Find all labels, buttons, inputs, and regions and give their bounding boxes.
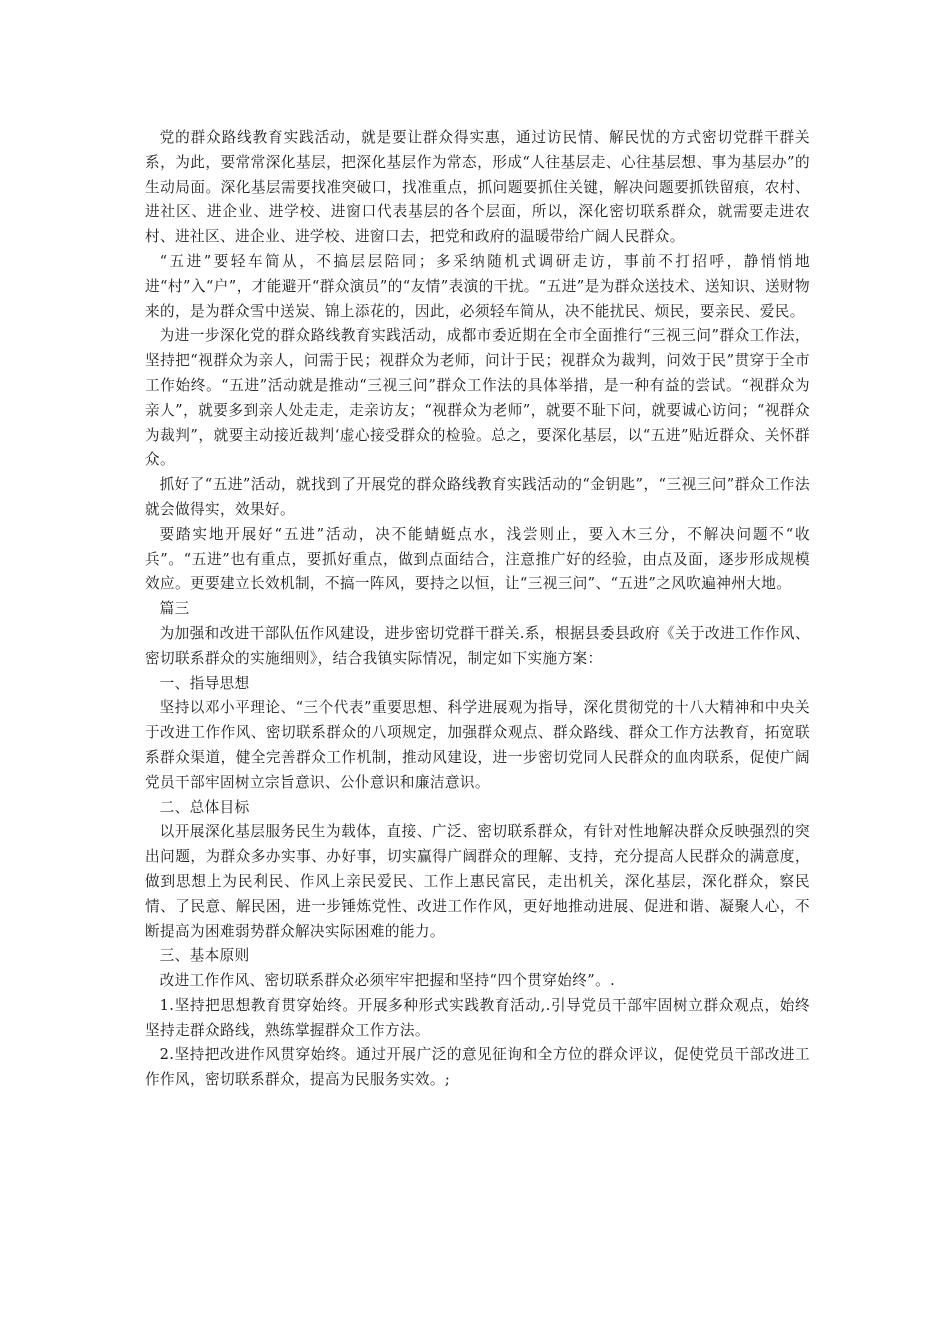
document-page — [145, 126, 810, 1093]
paragraph: 要踏实地开展好“五进”活动，决不能蜻蜓点水，浅尝则止，要入木三分，不解决问题不“收兵”。“五进”也有重点，要抓好重点，做到点面结合，注意推广好的经验，由点及面，逐步形成规模效应。更要建立长效机制，不搞一阵风，要持之以恒，让“三视三问”、“五进”之风吹遍神州大地。 — [145, 525, 810, 593]
paragraph: 为进一步深化党的群众路线教育实践活动，成都市委近期在全市全面推行“三视三问”群众工作法，坚持把“视群众为亲人，问需于民；视群众为老师，问计于民；视群众为裁判，问效于民”贯穿于全市工作始终。“五进”活动就是推动“三视三问”群众工作法的具体举措，是一种有益的尝试。“视群众为亲人”，就要多到亲人处走走，走亲访友；“视群众为老师”，就要不耻下问，就要诚心访问；“视群众为裁判”，就要主动接近裁判‘虚心接受群众的检验。总之，要深化基层，以“五进”贴近群众、关怀群众。 — [145, 327, 810, 469]
section-heading: 一、指导思想 — [159, 674, 250, 692]
paragraph: 以开展深化基层服务民生为载体，直接、广泛、密切联系群众，有针对性地解决群众反映强烈的突出问题，为群众多办实事、办好事，切实赢得广阔群众的理解、支持，充分提高人民群众的满意度，做到思想上为民利民、作风上亲民爱民、工作上惠民富民，走出机关，深化基层，深化群众，察民情、了民意、解民困，进一步锤炼党性、改进工作作风，更好地推动进展、促进和谐、凝聚人心，不断提高为困难弱势群众解决实际困难的能力。 — [145, 823, 810, 940]
paragraph: 改进工作作风、密切联系群众必须牢牢把握和坚持“四个贯穿始终”。. — [159, 972, 616, 990]
list-item: 1.坚持把思想教育贯穿始终。开展多种形式实践教育活动,.引导党员干部牢固树立群众观点，始终坚持走群众路线，熟练掌握群众工作方法。 — [145, 996, 810, 1039]
paragraph: 抓好了“五进”活动，就找到了开展党的群众路线教育实践活动的“金钥匙”，“三视三问”群众工作法就会做得实，效果好。 — [145, 476, 810, 518]
section-heading: 三、基本原则 — [159, 947, 250, 965]
paragraph: 为加强和改进干部队伍作风建设，进步密切党群干群关.系，根据县委县政府《关于改进工作作风、密切联系群众的实施细则》，结合我镇实际情况，制定如下实施方案： — [145, 624, 810, 667]
paragraph: 党的群众路线教育实践活动，就是要让群众得实惠，通过访民情、解民忧的方式密切党群干群关系，为此，要常常深化基层，把深化基层作为常态，形成“人往基层走、心往基层想、事为基层办”的生动局面。深化基层需要找准突破口，找准重点，抓问题要抓住关键，解决问题要抓铁留痕，农村、进社区、进企业、进学校、进窗口代表基层的各个层面，所以，深化密切联系群众，就需要走进农村、进社区、进企业、进学校、进窗口去，把党和政府的温暖带给广阔人民群众。 — [145, 129, 810, 246]
list-item: 2.坚持把改进作风贯穿始终。通过开展广泛的意见征询和全方位的群众评议，促使党员干部改进工作作风，密切联系群众，提高为民服务实效。; — [145, 1046, 810, 1089]
section-title: 篇三 — [159, 600, 190, 618]
paragraph: 坚持以邓小平理论、“三个代表”重要思想、科学进展观为指导，深化贯彻党的十八大精神和中央关于改进工作作风、密切联系群众的八项规定，加强群众观点、群众路线、群众工作方法教育，拓宽联系群众渠道，健全完善群众工作机制，推动风建设，进一步密切党同人民群众的血肉联系，促使广阔党员干部牢固树立宗旨意识、公仆意识和廉洁意识。 — [145, 699, 810, 791]
paragraph: “五进”要轻车简从，不搞层层陪同；多采纳随机式调研走访，事前不打招呼，静悄悄地进“村”入“户”，才能避开“群众演员”的“友情”表演的干扰。“五进”是为群众送技术、送知识、送财物来的，是为群众雪中送炭、锦上添花的，因此，必须轻车简从，决不能扰民、烦民，要亲民、爱民。 — [145, 252, 810, 320]
section-heading: 二、总体目标 — [159, 798, 250, 816]
